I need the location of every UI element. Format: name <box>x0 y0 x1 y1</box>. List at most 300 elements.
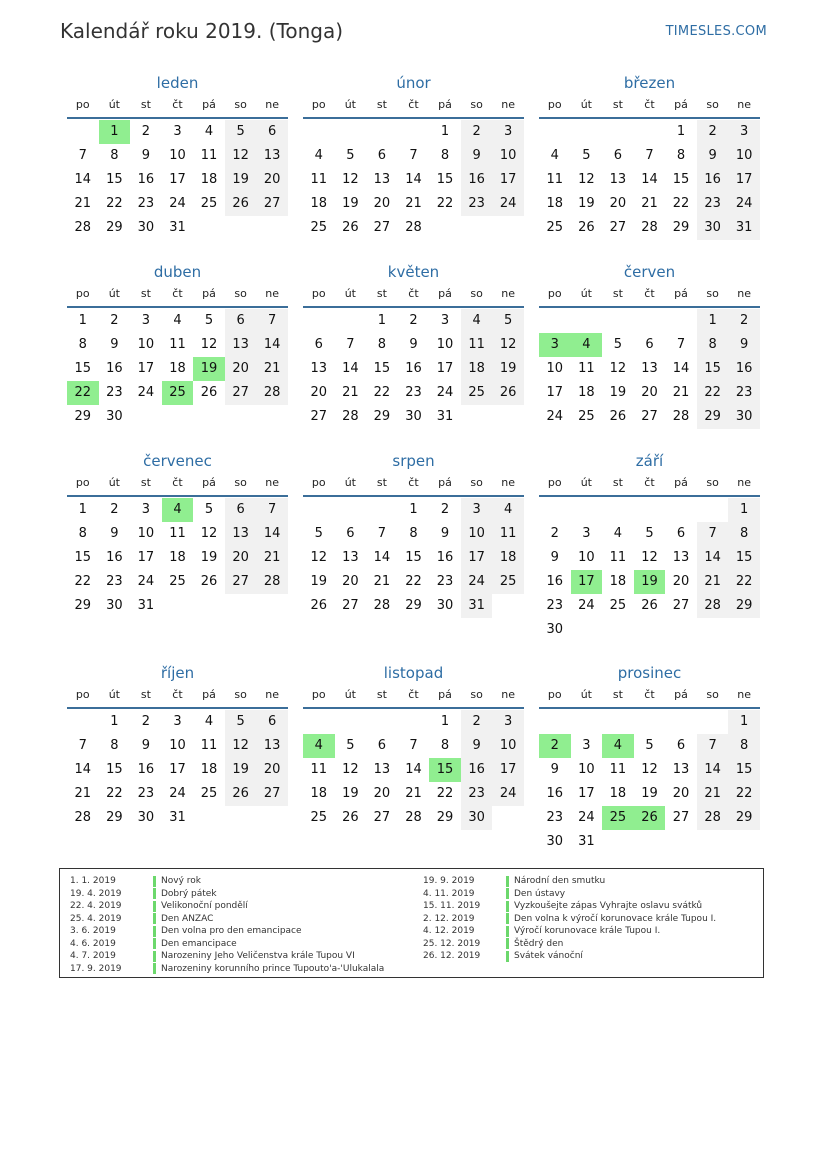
weekday-header <box>539 284 760 308</box>
day-cell: 29 <box>74 409 92 424</box>
day-cell: 23 <box>728 381 760 405</box>
month-block <box>539 71 760 240</box>
weekday-label: čt <box>172 476 183 489</box>
legend-holiday-name: Svátek vánoční <box>514 951 583 962</box>
day-cell: 27 <box>672 598 690 613</box>
day-cell: 10 <box>492 144 524 168</box>
day-cell: 14 <box>641 172 658 187</box>
day-cell: 6 <box>256 120 288 144</box>
holiday-marker-icon <box>153 926 156 937</box>
weekday-header <box>67 95 288 119</box>
day-grid <box>539 710 760 854</box>
day-cell: 3 <box>173 714 182 729</box>
weekday-label: pá <box>674 98 688 111</box>
day-cell: 11 <box>200 738 218 753</box>
day-cell: 30 <box>697 216 729 240</box>
day-cell: 11 <box>492 522 524 546</box>
holiday-day-cell: 19 <box>193 357 225 381</box>
day-cell: 30 <box>137 220 155 235</box>
day-cell: 23 <box>137 196 155 211</box>
day-cell: 12 <box>492 333 524 357</box>
day-cell: 29 <box>405 598 422 613</box>
day-cell: 16 <box>546 786 564 801</box>
day-cell: 29 <box>106 810 123 825</box>
day-cell: 5 <box>645 738 654 753</box>
weekday-label: út <box>580 476 592 489</box>
empty-cell <box>303 710 335 734</box>
month-name: říjen <box>160 664 195 682</box>
day-cell: 6 <box>377 738 387 753</box>
day-grid <box>67 498 288 618</box>
legend-holiday-name: Vyzkoušejte zápas Vyhrajte oslavu svátků <box>514 901 703 912</box>
weekday-label: čt <box>644 688 655 701</box>
weekday-label: ne <box>265 476 280 489</box>
legend-date: 25. 12. 2019 <box>423 938 481 949</box>
legend-date: 25. 4. 2019 <box>70 913 122 924</box>
day-cell: 30 <box>405 409 422 424</box>
day-cell: 28 <box>256 381 288 405</box>
month-name: březen <box>623 74 676 92</box>
day-cell: 5 <box>346 148 355 163</box>
day-cell: 13 <box>641 361 658 376</box>
month-block <box>303 661 524 830</box>
legend-holiday-name: Den ANZAC <box>161 913 214 924</box>
empty-cell <box>67 120 99 144</box>
day-cell: 26 <box>225 782 257 806</box>
day-cell: 14 <box>405 172 422 187</box>
day-cell: 3 <box>173 124 182 139</box>
empty-cell <box>539 309 571 333</box>
day-cell: 18 <box>200 172 218 187</box>
legend-holiday-name: Dobrý pátek <box>161 888 217 899</box>
day-cell: 21 <box>256 546 288 570</box>
weekday-label: čt <box>408 98 419 111</box>
day-cell: 22 <box>106 786 123 801</box>
day-cell: 7 <box>346 337 355 352</box>
day-cell: 13 <box>373 762 391 777</box>
empty-cell <box>571 120 603 144</box>
day-cell: 10 <box>137 526 155 541</box>
day-cell: 27 <box>256 782 288 806</box>
month-name: prosinec <box>617 664 682 682</box>
day-cell: 20 <box>672 786 690 801</box>
day-cell: 12 <box>609 361 627 376</box>
day-cell: 11 <box>609 762 627 777</box>
legend-row <box>423 925 716 938</box>
day-cell: 8 <box>110 148 119 163</box>
day-cell: 30 <box>546 834 564 849</box>
day-cell: 26 <box>200 385 218 400</box>
weekday-label: pá <box>202 688 216 701</box>
legend-row <box>423 888 716 901</box>
weekday-label: ne <box>737 98 752 111</box>
weekday-header <box>303 685 524 709</box>
holiday-day-cell: 4 <box>303 734 335 758</box>
weekday-label: čt <box>408 476 419 489</box>
day-cell: 6 <box>377 148 387 163</box>
holiday-day-cell: 3 <box>539 333 571 357</box>
weekday-header <box>303 473 524 497</box>
day-cell: 21 <box>342 385 359 400</box>
empty-cell <box>539 710 571 734</box>
legend-date: 19. 4. 2019 <box>70 888 122 899</box>
day-cell: 11 <box>546 172 564 187</box>
legend-date: 26. 12. 2019 <box>423 951 481 962</box>
weekday-label: pá <box>438 476 452 489</box>
day-cell: 18 <box>310 786 328 801</box>
day-cell: 9 <box>141 148 151 163</box>
weekday-label: pá <box>438 688 452 701</box>
empty-cell <box>303 120 335 144</box>
brand-logo[interactable]: TIMESLES.COM <box>665 24 767 39</box>
day-cell: 21 <box>373 574 391 589</box>
month-name: červenec <box>143 452 212 470</box>
day-cell: 16 <box>106 550 123 565</box>
weekday-label: po <box>75 476 90 489</box>
day-cell: 14 <box>74 762 92 777</box>
day-cell: 20 <box>373 786 391 801</box>
day-cell: 9 <box>550 762 559 777</box>
legend-holiday-name: Den volna k výročí korunovace krále Tupou I. <box>514 913 717 924</box>
weekday-label: čt <box>172 98 183 111</box>
weekday-header <box>539 685 760 709</box>
day-cell: 9 <box>141 738 151 753</box>
day-cell: 14 <box>256 522 288 546</box>
weekday-label: pá <box>438 287 452 300</box>
day-cell: 18 <box>578 385 595 400</box>
day-cell: 29 <box>728 594 760 618</box>
day-cell: 22 <box>697 381 729 405</box>
day-cell: 10 <box>461 522 493 546</box>
weekday-label: pá <box>202 98 216 111</box>
day-cell: 2 <box>461 120 493 144</box>
day-cell: 17 <box>578 786 595 801</box>
month-name: leden <box>156 74 199 92</box>
holiday-day-cell: 4 <box>571 333 603 357</box>
day-cell: 7 <box>697 734 729 758</box>
day-cell: 29 <box>106 220 123 235</box>
day-cell: 7 <box>409 148 418 163</box>
day-cell: 7 <box>256 309 288 333</box>
legend-date: 1. 1. 2019 <box>70 876 116 887</box>
day-cell: 20 <box>256 758 288 782</box>
day-cell: 10 <box>578 550 595 565</box>
day-cell: 9 <box>440 526 450 541</box>
day-cell: 14 <box>373 550 391 565</box>
weekday-label: st <box>612 287 623 300</box>
day-cell: 20 <box>609 196 627 211</box>
weekday-label: po <box>311 688 326 701</box>
day-cell: 12 <box>342 762 359 777</box>
day-cell: 2 <box>697 120 729 144</box>
day-cell: 25 <box>200 786 218 801</box>
day-cell: 16 <box>436 550 454 565</box>
day-cell: 4 <box>550 148 559 163</box>
day-cell: 19 <box>342 196 359 211</box>
day-cell: 23 <box>436 574 454 589</box>
empty-cell <box>602 120 634 144</box>
legend-row <box>70 888 384 901</box>
day-cell: 6 <box>225 498 257 522</box>
empty-cell <box>366 710 398 734</box>
day-cell: 17 <box>137 550 155 565</box>
day-cell: 4 <box>204 714 214 729</box>
day-cell: 22 <box>728 570 760 594</box>
weekday-label: ne <box>737 688 752 701</box>
empty-cell <box>366 120 398 144</box>
day-grid <box>303 309 524 429</box>
day-cell: 4 <box>314 148 323 163</box>
day-cell: 8 <box>78 337 87 352</box>
day-cell: 20 <box>225 546 257 570</box>
day-cell: 9 <box>697 144 729 168</box>
day-cell: 11 <box>578 361 595 376</box>
day-cell: 23 <box>137 786 155 801</box>
weekday-header <box>67 473 288 497</box>
day-cell: 21 <box>697 570 729 594</box>
day-cell: 27 <box>373 220 391 235</box>
holiday-day-cell: 4 <box>162 498 194 522</box>
legend-date: 4. 11. 2019 <box>423 888 475 899</box>
empty-cell <box>335 120 367 144</box>
day-cell: 13 <box>256 144 288 168</box>
day-cell: 25 <box>310 810 328 825</box>
day-cell: 1 <box>377 313 387 328</box>
day-cell: 3 <box>582 526 591 541</box>
day-cell: 25 <box>546 220 564 235</box>
day-cell: 10 <box>728 144 760 168</box>
weekday-label: po <box>311 287 326 300</box>
day-cell: 30 <box>106 598 123 613</box>
holiday-marker-icon <box>506 888 509 899</box>
holiday-marker-icon <box>506 913 509 924</box>
day-cell: 12 <box>200 337 218 352</box>
day-cell: 8 <box>377 337 387 352</box>
day-cell: 27 <box>225 570 257 594</box>
day-cell: 27 <box>672 810 690 825</box>
legend-holiday-name: Národní den smutku <box>514 876 606 887</box>
day-grid <box>67 309 288 429</box>
day-cell: 2 <box>110 313 119 328</box>
month-block <box>67 260 288 429</box>
weekday-label: čt <box>172 688 183 701</box>
weekday-label: po <box>547 287 562 300</box>
day-cell: 12 <box>310 550 328 565</box>
day-cell: 24 <box>436 385 454 400</box>
day-cell: 7 <box>78 148 87 163</box>
day-cell: 31 <box>169 220 186 235</box>
holiday-day-cell: 4 <box>602 734 634 758</box>
day-cell: 6 <box>676 738 686 753</box>
day-cell: 7 <box>645 148 654 163</box>
empty-cell <box>335 498 367 522</box>
day-cell: 26 <box>225 192 257 216</box>
day-cell: 3 <box>492 120 524 144</box>
legend-date: 4. 6. 2019 <box>70 938 116 949</box>
day-cell: 11 <box>169 337 186 352</box>
day-cell: 26 <box>342 810 359 825</box>
empty-cell <box>697 498 729 522</box>
holiday-marker-icon <box>153 963 156 974</box>
day-cell: 16 <box>106 361 123 376</box>
day-cell: 1 <box>440 714 450 729</box>
weekday-label: ne <box>501 688 516 701</box>
day-cell: 18 <box>200 762 218 777</box>
day-cell: 24 <box>578 598 595 613</box>
weekday-label: út <box>108 287 120 300</box>
day-cell: 25 <box>609 598 627 613</box>
weekday-label: ne <box>265 98 280 111</box>
day-cell: 14 <box>405 762 422 777</box>
empty-cell <box>634 120 666 144</box>
weekday-label: st <box>376 98 387 111</box>
empty-cell <box>398 120 430 144</box>
empty-cell <box>539 498 571 522</box>
day-cell: 26 <box>641 598 658 613</box>
weekday-label: út <box>580 98 592 111</box>
day-cell: 30 <box>436 598 454 613</box>
weekday-header <box>539 95 760 119</box>
weekday-label: st <box>612 476 623 489</box>
day-cell: 24 <box>461 570 493 594</box>
month-block <box>67 661 288 830</box>
weekday-label: ne <box>737 476 752 489</box>
day-cell: 7 <box>697 522 729 546</box>
empty-cell <box>634 309 666 333</box>
month-block <box>67 71 288 240</box>
day-cell: 15 <box>373 361 391 376</box>
day-cell: 21 <box>641 196 658 211</box>
weekday-label: so <box>470 476 483 489</box>
day-cell: 8 <box>728 522 760 546</box>
day-cell: 5 <box>225 710 257 734</box>
day-cell: 31 <box>728 216 760 240</box>
weekday-label: čt <box>644 476 655 489</box>
day-cell: 1 <box>78 313 87 328</box>
day-cell: 29 <box>373 409 391 424</box>
day-cell: 19 <box>641 786 658 801</box>
day-cell: 15 <box>74 361 92 376</box>
day-cell: 23 <box>546 598 564 613</box>
weekday-label: so <box>706 476 719 489</box>
day-cell: 14 <box>697 546 729 570</box>
day-cell: 17 <box>169 762 186 777</box>
empty-cell <box>665 309 697 333</box>
legend-column-left <box>70 875 384 975</box>
day-cell: 31 <box>578 834 595 849</box>
day-cell: 14 <box>672 361 690 376</box>
day-cell: 8 <box>440 148 450 163</box>
day-cell: 30 <box>461 806 493 830</box>
day-cell: 28 <box>672 409 690 424</box>
day-cell: 25 <box>492 570 524 594</box>
month-block <box>303 449 524 618</box>
weekday-header <box>67 284 288 308</box>
day-cell: 6 <box>314 337 323 352</box>
day-cell: 1 <box>110 714 119 729</box>
weekday-label: st <box>376 287 387 300</box>
day-cell: 29 <box>697 405 729 429</box>
legend-row <box>70 950 384 963</box>
empty-cell <box>539 120 571 144</box>
day-cell: 14 <box>256 333 288 357</box>
holiday-marker-icon <box>153 938 156 949</box>
weekday-label: so <box>470 98 483 111</box>
weekday-label: čt <box>172 287 183 300</box>
holiday-day-cell: 22 <box>67 381 99 405</box>
legend-holiday-name: Výročí korunovace krále Tupou I. <box>514 926 661 937</box>
day-cell: 20 <box>342 574 359 589</box>
day-cell: 9 <box>110 337 119 352</box>
weekday-label: ne <box>501 476 516 489</box>
legend-date: 2. 12. 2019 <box>423 913 475 924</box>
day-cell: 22 <box>74 574 92 589</box>
day-cell: 12 <box>641 550 658 565</box>
legend-row <box>70 900 384 913</box>
day-cell: 22 <box>728 782 760 806</box>
day-cell: 28 <box>74 810 92 825</box>
month-name: duben <box>153 263 202 281</box>
weekday-label: so <box>706 98 719 111</box>
day-cell: 30 <box>137 810 155 825</box>
day-cell: 9 <box>409 337 418 352</box>
legend-row <box>423 950 716 963</box>
weekday-label: so <box>234 688 247 701</box>
legend-date: 3. 6. 2019 <box>70 926 116 937</box>
legend-row <box>423 938 716 951</box>
month-block <box>539 661 760 854</box>
day-cell: 24 <box>728 192 760 216</box>
holiday-marker-icon <box>506 938 509 949</box>
day-cell: 20 <box>310 385 328 400</box>
day-cell: 27 <box>310 409 328 424</box>
day-cell: 6 <box>645 337 654 352</box>
day-cell: 13 <box>225 333 257 357</box>
holiday-day-cell: 25 <box>162 381 194 405</box>
day-cell: 16 <box>697 168 729 192</box>
day-cell: 15 <box>106 762 123 777</box>
weekday-label: ne <box>265 287 280 300</box>
empty-cell <box>398 710 430 734</box>
day-cell: 24 <box>546 409 564 424</box>
day-cell: 22 <box>405 574 422 589</box>
day-cell: 28 <box>405 810 422 825</box>
day-cell: 18 <box>609 574 627 589</box>
day-cell: 17 <box>546 385 564 400</box>
day-cell: 4 <box>461 309 493 333</box>
day-cell: 17 <box>492 758 524 782</box>
day-cell: 19 <box>492 357 524 381</box>
day-cell: 1 <box>697 309 729 333</box>
day-cell: 10 <box>137 337 155 352</box>
weekday-header <box>303 95 524 119</box>
legend-date: 19. 9. 2019 <box>423 876 475 887</box>
day-grid <box>67 710 288 830</box>
day-cell: 28 <box>373 598 391 613</box>
weekday-header <box>303 284 524 308</box>
day-cell: 6 <box>225 309 257 333</box>
weekday-label: pá <box>202 476 216 489</box>
day-cell: 31 <box>137 598 155 613</box>
holiday-marker-icon <box>153 913 156 924</box>
legend-row <box>423 913 716 926</box>
day-cell: 26 <box>578 220 595 235</box>
day-cell: 3 <box>582 738 591 753</box>
day-cell: 2 <box>550 526 559 541</box>
day-cell: 10 <box>578 762 595 777</box>
day-cell: 24 <box>169 196 186 211</box>
legend-date: 4. 12. 2019 <box>423 926 475 937</box>
